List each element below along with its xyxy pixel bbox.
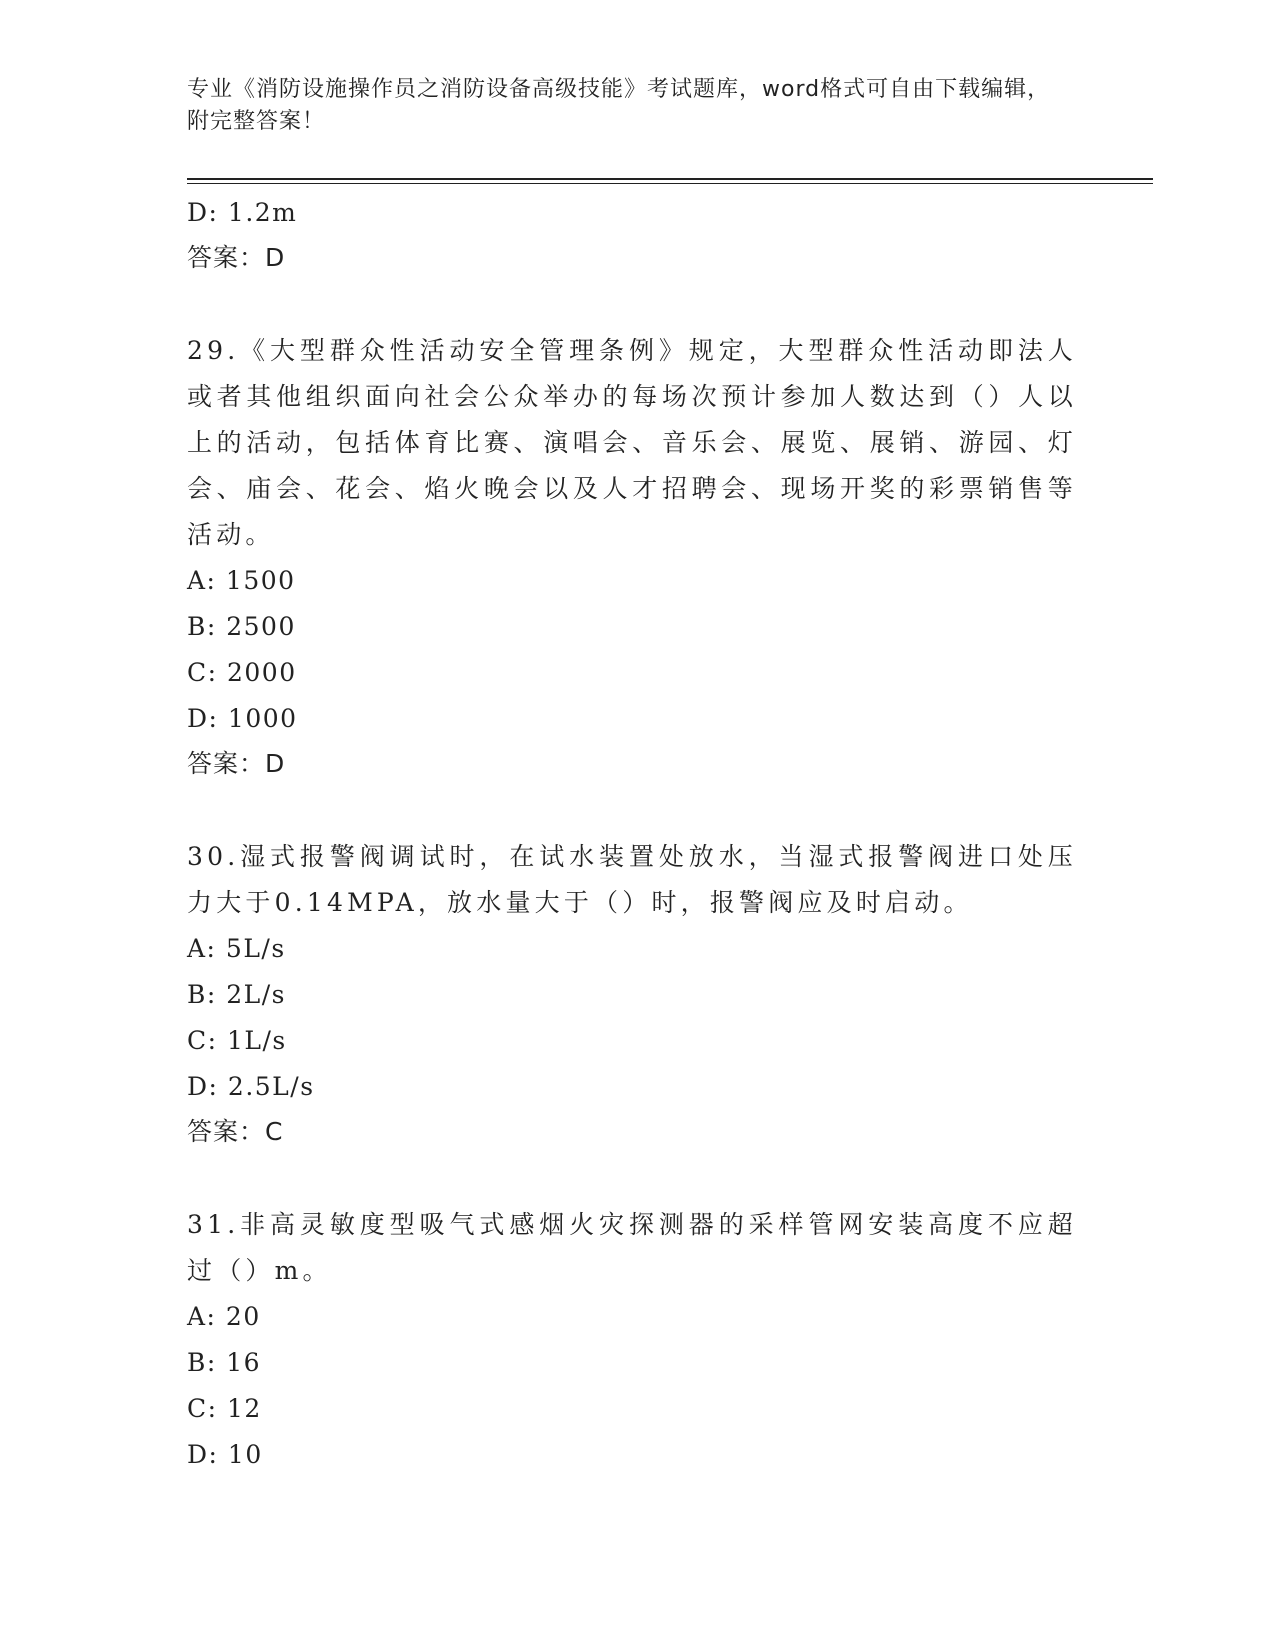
answer-line: 答案：C [187,1117,284,1146]
question-30 [187,834,1077,1154]
answer-line: 答案：D [187,749,286,778]
option-a: A: 5L/s [187,934,286,963]
option-a: A: 1500 [187,566,296,595]
question-stem: 31.非高灵敏度型吸气式感烟火灾探测器的采样管网安装高度不应超过（）m。 [187,1210,1077,1285]
question-stem: 30.湿式报警阀调试时，在试水装置处放水，当湿式报警阀进口处压力大于0.14MPA，放水量大于（）时，报警阀应及时启动。 [187,842,1077,917]
option-d: D: 1000 [187,704,298,733]
document-header [187,74,1067,138]
question-content [187,190,1077,1478]
header-text: 专业《消防设施操作员之消防设备高级技能》考试题库，word格式可自由下载编辑，附完整答案！ [187,77,1051,134]
answer-line: 答案：D [187,243,286,272]
option-b: B: 2500 [187,612,296,641]
header-rule-thick [187,178,1153,180]
question-29 [187,328,1077,786]
option-c: C: 1L/s [187,1026,287,1055]
previous-question-tail [187,190,1077,280]
question-31 [187,1202,1077,1478]
option-a: A: 20 [187,1302,261,1331]
option-c: C: 2000 [187,658,297,687]
option-d: D: 1.2m [187,198,298,227]
option-b: B: 16 [187,1348,262,1377]
option-c: C: 12 [187,1394,262,1423]
question-stem: 29.《大型群众性活动安全管理条例》规定，大型群众性活动即法人或者其他组织面向社会公众举办的每场次预计参加人数达到（）人以上的活动，包括体育比赛、演唱会、音乐会、展览、展销、游园、灯会、庙会、花会、焰火晚会以及人才招聘会、现场开奖的彩票销售等活动。 [187,336,1077,549]
option-b: B: 2L/s [187,980,287,1009]
option-d: D: 2.5L/s [187,1072,315,1101]
option-d: D: 10 [187,1440,263,1469]
header-rule-thin [187,183,1153,184]
